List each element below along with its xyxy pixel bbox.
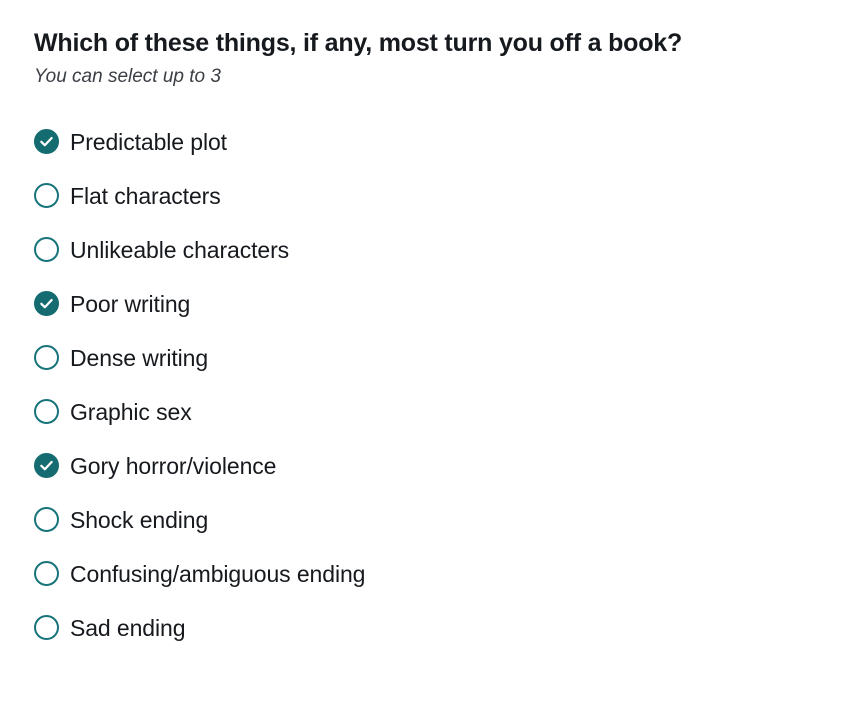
checkbox-option[interactable]: [34, 493, 816, 547]
checkbox-option[interactable]: [34, 169, 816, 223]
option-label: Confusing/ambiguous ending: [70, 560, 366, 587]
checkbox-option[interactable]: [34, 439, 816, 493]
option-label: Poor writing: [70, 290, 191, 317]
checkbox-option[interactable]: [34, 223, 816, 277]
checkbox-checked[interactable]: [34, 129, 59, 154]
option-label: Dense writing: [70, 344, 209, 371]
option-label: Shock ending: [70, 506, 209, 533]
checkbox-unchecked[interactable]: [34, 399, 59, 424]
checkbox-option[interactable]: [34, 601, 816, 655]
check-icon: [39, 458, 54, 473]
checkbox-option[interactable]: [34, 547, 816, 601]
checkbox-option[interactable]: [34, 277, 816, 331]
checkbox-checked[interactable]: [34, 453, 59, 478]
checkbox-unchecked[interactable]: [34, 615, 59, 640]
checkbox-unchecked[interactable]: [34, 561, 59, 586]
question-title: Which of these things, if any, most turn you off a book?: [34, 29, 683, 57]
option-label: Graphic sex: [70, 398, 192, 425]
question-subtitle: You can select up to 3: [34, 66, 221, 87]
checkbox-unchecked[interactable]: [34, 345, 59, 370]
option-label: Flat characters: [70, 182, 221, 209]
check-icon: [39, 134, 54, 149]
option-label: Sad ending: [70, 614, 186, 641]
option-label: Predictable plot: [70, 128, 227, 155]
checkbox-checked[interactable]: [34, 291, 59, 316]
option-label: Gory horror/violence: [70, 452, 277, 479]
checkbox-option[interactable]: [34, 115, 816, 169]
checkbox-unchecked[interactable]: [34, 183, 59, 208]
checkbox-option[interactable]: [34, 385, 816, 439]
options-list: [34, 115, 816, 655]
checkbox-option[interactable]: [34, 331, 816, 385]
check-icon: [39, 296, 54, 311]
checkbox-unchecked[interactable]: [34, 237, 59, 262]
checkbox-unchecked[interactable]: [34, 507, 59, 532]
option-label: Unlikeable characters: [70, 236, 290, 263]
